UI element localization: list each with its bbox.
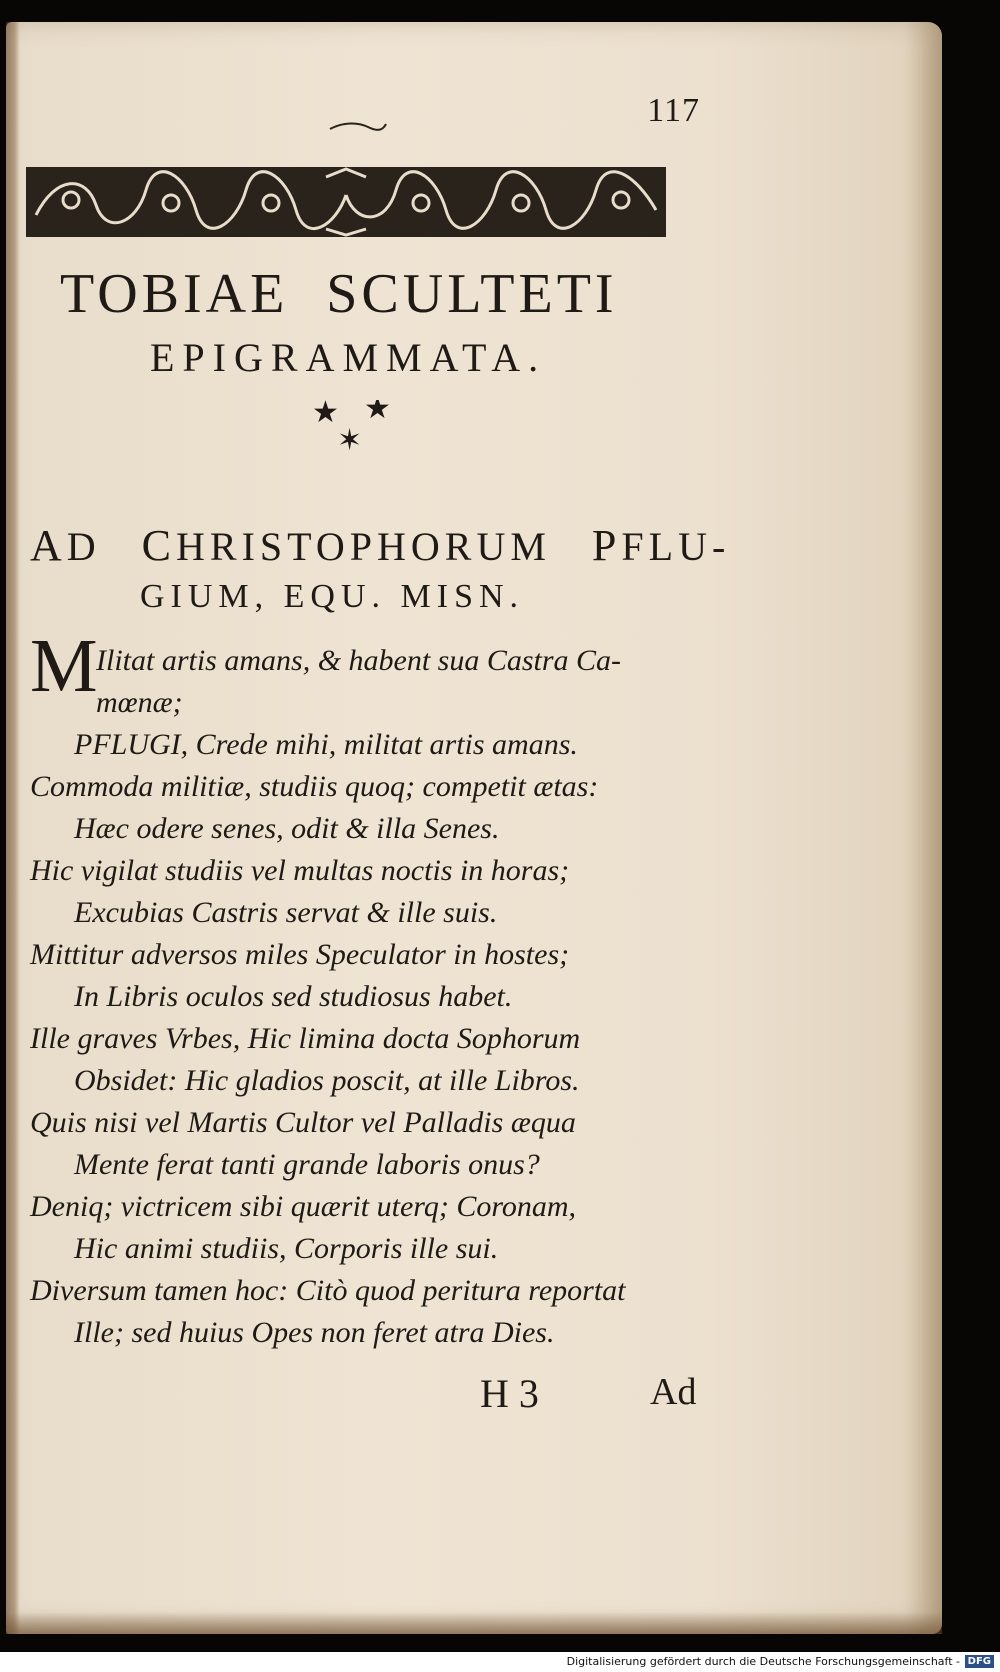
poem-line: Ilitat artis amans, & habent sua Castra Ca- (96, 644, 622, 677)
catchword: Ad (650, 1371, 697, 1413)
svg-text:✶: ✶ (337, 423, 363, 458)
poem-line: Ille; sed huius Opes non feret atra Dies. (74, 1316, 555, 1349)
page-gutter-shadow (6, 22, 20, 1634)
poem-line: mœnæ; (96, 686, 183, 719)
swash-ornament-icon (328, 120, 388, 134)
poem-line: Hic vigilat studiis vel multas noctis in horas; (30, 854, 570, 887)
signature-mark: H 3 (480, 1371, 539, 1416)
svg-text:★: ★ (312, 400, 339, 430)
page-bottom-edge (6, 1612, 942, 1634)
headpiece-ornament-icon (26, 165, 666, 239)
heading-initial-a: A (30, 521, 67, 570)
poem-line: Quis nisi vel Martis Cultor vel Palladis æqua (30, 1106, 576, 1139)
poem-line: Excubias Castris servat & ille suis. (74, 896, 498, 929)
poem-heading-line1 (30, 520, 730, 571)
star-cluster-icon (312, 400, 422, 460)
poem-line: Hæc odere senes, odit & illa Senes. (74, 812, 500, 845)
page-number: 117 (647, 92, 700, 129)
book-title: TOBIAE SCULTETI (60, 263, 618, 325)
drop-cap: M (30, 624, 98, 708)
poem-line: Commoda militiæ, studiis quoq; competit ætas: (30, 770, 599, 803)
book-subtitle: EPIGRAMMATA. (150, 335, 547, 380)
heading-part-flu: FLU- (621, 524, 731, 569)
poem-line: Mittitur adversos miles Speculator in hostes; (30, 938, 570, 971)
dfg-logo: DFG (965, 1655, 994, 1668)
poem-line: Deniq; victricem sibi quærit uterq; Coronam, (30, 1190, 577, 1223)
poem-line: Diversum tamen hoc: Citò quod peritura reportat (30, 1274, 626, 1307)
poem-line: Obsidet: Hic gladios poscit, at ille Libros. (74, 1064, 580, 1097)
poem-line: PFLUGI, Crede mihi, militat artis amans. (74, 728, 578, 761)
poem-line: Ille graves Vrbes, Hic limina docta Sophorum (30, 1022, 581, 1055)
stars-ornament (312, 400, 422, 465)
svg-text:★: ★ (364, 400, 391, 426)
heading-initial-p: P (591, 521, 622, 570)
poem-body (30, 640, 720, 1354)
heading-part-christophorum: HRISTOPHORUM (176, 524, 551, 569)
heading-initial-c: C (141, 521, 177, 570)
poem-line: In Libris oculos sed studiosus habet. (74, 980, 513, 1013)
heading-part-d: D (66, 524, 101, 569)
poem-line: Mente ferat tanti grande laboris onus? (74, 1148, 540, 1181)
digitization-credit: Digitalisierung gefördert durch die Deutsche Forschungsgemeinschaft - (566, 1655, 960, 1668)
poem-line: Hic animi studiis, Corporis ille sui. (74, 1232, 499, 1265)
poem-heading-line2: GIUM, EQU. MISN. (140, 578, 525, 615)
